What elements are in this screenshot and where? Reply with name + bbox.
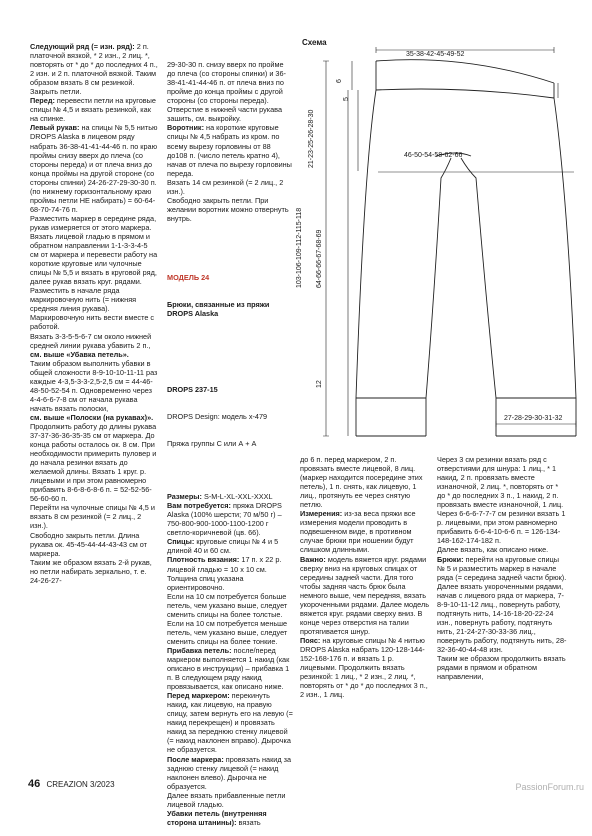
paragraph-text: перевести петли на круговые спицы № 4,5 и вязать резинкой, как на спинке. <box>30 96 159 124</box>
bold-lead: Спицы: <box>167 537 195 547</box>
col2-bottom <box>167 492 293 827</box>
paragraph <box>30 232 158 332</box>
inseam-left <box>426 158 451 436</box>
paragraph <box>167 755 293 791</box>
paragraph-text: Перейти на чулочные спицы № 4,5 и вязать 8 см резинкой (= 2 лиц., 2 изн.). <box>30 503 158 531</box>
paragraph-text: до 6 п. перед маркером, 2 п. провязать вместе лицевой, 8 лиц. (маркер находится посередине этих петель), 1 п. снять, как лицевую, 1 лиц., протянуть ее через снятую петлю. <box>300 455 425 510</box>
yarn-group: Пряжа группы С или А + А <box>167 438 257 448</box>
paragraph-text: Таким образом выполнить убавки в общей сложности 8-9-10-10-11-11 раз каждые 4-3,5-3-3-2,5-2,5 см = 44-46-48-50-52-54 п. Одновременно через 4-4-6-6-7-8 см от начала рукава начать вязать полоски, <box>30 358 160 413</box>
bold-lead: Воротник: <box>167 123 205 133</box>
paragraph <box>167 537 293 555</box>
paragraph-text: Закрыть петли. <box>30 87 82 97</box>
paragraph <box>30 214 158 232</box>
bold-lead: Вам потребуется: <box>167 501 231 511</box>
paragraph <box>167 555 293 573</box>
paragraph <box>167 178 293 196</box>
paragraph <box>30 350 158 359</box>
page-number: 46 <box>28 778 41 790</box>
paragraph <box>167 592 293 646</box>
bold-lead: Плотность вязания: <box>167 555 240 565</box>
bold-lead: см. выше «Убавка петель». <box>30 349 129 359</box>
paragraph <box>437 555 567 655</box>
paragraph <box>30 422 158 503</box>
paragraph <box>167 809 293 827</box>
bold-lead: Перед: <box>30 96 55 106</box>
paragraph <box>30 123 158 213</box>
paragraph <box>300 455 430 509</box>
paragraph <box>167 105 293 123</box>
bold-lead: Измерения: <box>300 509 343 519</box>
paragraph-text: на короткие круговые спицы № 4,5 набрать из кром. по всему вырезу горловины от 88 до108 п. (число петель кратно 4), начав от плеча по вырезу горловины переда. <box>167 123 294 178</box>
paragraph-text: Далее вязать прибавленные петли лицевой гладью. <box>167 790 288 809</box>
text-column-3 <box>300 455 430 699</box>
paragraph-text: Свободно закрыть петли. Длина рукава ок. 45-45-44-44-43-43 см от маркера. <box>30 530 150 558</box>
cuff-length-label: 12 <box>316 380 323 388</box>
waist-left-label: 6 <box>336 79 343 83</box>
text-column-2 <box>167 42 293 836</box>
paragraph <box>437 455 567 509</box>
model-title: Брюки, связанные из пряжи DROPS Alaska <box>167 300 272 319</box>
model-heading <box>167 255 293 336</box>
top-width-label: 35-38-42-45-49-52 <box>406 51 465 58</box>
paragraph-text: Через 3 см резинки вязать ряд с отверстиями для шнура: 1 лиц., * 1 накид, 2 п. провязать вместе изнаночной, 2 лиц. *, повторять от * до * до последних 3 п., 1 накид, 2 п. провязать вместе изнаночной, 1 лиц. <box>437 455 564 510</box>
paragraph <box>30 332 158 350</box>
inseam-right <box>461 158 496 436</box>
schema-title: Схема <box>302 38 327 47</box>
paragraph-text: Продолжить работу до длины рукава 37-37-36-36-35-35 см от маркера. До конца работы осталось ок. 8 см. При необходимости примерить пуловер и до начала резинки вязать до желаемой длины. Вязать 1 круг. р. лицевыми и при этом равномерно прибавить 8-6-8-6-8-6 п. = 52-52-56-56-60-60 п. <box>30 421 159 504</box>
bold-lead: Перед маркером: <box>167 691 230 701</box>
bold-lead: Следующий ряд (= изн. ряд): <box>30 42 135 51</box>
paragraph <box>167 196 293 223</box>
design-code: DROPS 237-15 <box>167 384 218 394</box>
paragraph <box>437 654 567 681</box>
waist-right-label: 5 <box>343 97 350 101</box>
bottom-width-label: 27-28-29-30-31-32 <box>504 415 563 422</box>
magazine-issue: CREAZION 3/2023 <box>46 780 115 789</box>
paragraph <box>437 509 567 545</box>
paragraph-text: перекинуть накид, как лицевую, на правую спицу, затем вернуть его на левую (= накид перекрещен) и провязать накид за переднюю стенку лицевой (= накид наклонен вправо). Дырочка не образуется. <box>167 691 295 755</box>
paragraph-text: Разместить маркер в середине ряда, рукав измеряется от этого маркера. <box>30 213 159 232</box>
rise-length-label: 21-23-25-26-28-30 <box>308 109 315 168</box>
bold-lead: Важно: <box>300 554 326 564</box>
model-number: МОДЕЛЬ 24 <box>167 273 210 283</box>
pants-schema <box>296 38 586 438</box>
model-design <box>167 367 293 467</box>
paragraph-text: вязать <box>236 817 261 827</box>
paragraph <box>167 492 293 501</box>
waistband-line <box>376 89 554 98</box>
paragraph-text: после/перед маркером выполняется 1 накид (как описано в инструкции) – прибавка 1 п. В следующем ряду накид провязывается, как описано ниже. <box>167 645 292 692</box>
text-column-1 <box>30 42 158 585</box>
paragraph-text: Таким же образом вязать 2-й рукав, но петли набирать зеркально, т. е. 24-26-27- <box>30 557 154 585</box>
paragraph <box>437 545 567 554</box>
paragraph <box>167 691 293 754</box>
paragraph-text: Вязать 3-3-5-5-6-7 см около нижней средней линии рукава убавить 2 п., <box>30 331 154 350</box>
waist-top-line <box>376 60 554 83</box>
paragraph <box>300 509 430 554</box>
paragraph <box>30 96 158 123</box>
paragraph-text: 17 п. x 22 р. лицевой гладью = 10 x 10 см. <box>167 555 284 574</box>
design-line: DROPS Design: модель x-479 <box>167 411 268 421</box>
paragraph-text: Толщина спиц указана ориентировочно. <box>167 573 246 592</box>
paragraph-text: 2 п. платочной вязкой, * 2 изн., 2 лиц. *, повторять от * до * до последних 4 п., 2 изн. и 2 п. платочной вязкой. Таким образом вязать 8 см резинкой. <box>30 42 160 88</box>
bold-lead: Брюки: <box>437 554 464 564</box>
hip-width-label: 46-50-54-58-62-66 <box>404 152 463 159</box>
bold-lead: Левый рукав: <box>30 123 80 133</box>
bold-lead: Прибавка петель: <box>167 645 232 655</box>
paragraph-text: Отверстие в нижней части рукава зашить, см. выкройку. <box>167 105 285 124</box>
paragraph <box>300 636 430 699</box>
paragraph-text: Далее вязать, как описано ниже. <box>437 545 549 555</box>
paragraph-text: модель вяжется круг. рядами сверху вниз на круговых спицах от середины задней части. Для того чтобы задняя часть брюк была немного выше, чем передняя, вязать укороченными рядами. Далее модель вяжется круг. рядами сверху вниз. В конце через отверстия на талии протягивается шнур. <box>300 554 432 636</box>
paragraph-text: Свободно закрыть петли. При желании воротник можно отвернуть внутрь. <box>167 195 291 223</box>
bold-lead: Убавки петель (внутренняя сторона штанины): <box>167 808 269 827</box>
bold-lead: см. выше «Полоски (на рукавах)». <box>30 412 154 422</box>
paragraph <box>30 87 158 96</box>
paragraph-text: на круговые спицы № 4 нитью DROPS Alaska набрать 120-128-144-152-168-176 п. и вязать 1 р. лицевыми. Продолжить вязать резинкой: 1 лиц., * 2 изн., 2 лиц. *, повторять от * до * до последних 3 п., 2 изн., 1 лиц. <box>300 635 430 700</box>
leg-length-label: 64-66-66-67-68-69 <box>316 229 323 288</box>
paragraph <box>30 42 158 87</box>
paragraph <box>30 413 158 422</box>
total-length-label: 103-106-109-112-115-118 <box>296 207 303 288</box>
paragraph <box>30 531 158 558</box>
page-footer <box>28 778 115 790</box>
paragraph <box>167 646 293 691</box>
left-side-line <box>356 61 376 436</box>
paragraph <box>30 503 158 530</box>
paragraph-text: провязать накид за заднюю стенку лицевой (= накид наклонен влево). Дырочка не образуется. <box>167 754 294 791</box>
paragraph-text: Таким же образом продолжить вязать рядами в прямом и обратном направлении, <box>437 654 568 682</box>
watermark: PassionForum.ru <box>515 782 584 792</box>
bold-lead: После маркера: <box>167 754 224 764</box>
paragraph <box>167 123 293 177</box>
col2-top <box>167 60 293 223</box>
paragraph-text: Вязать 14 см резинкой (= 2 лиц., 2 изн.). <box>167 177 286 196</box>
paragraph <box>167 501 293 537</box>
bold-lead: Пояс: <box>300 635 321 645</box>
paragraph <box>30 558 158 585</box>
text-column-4 <box>437 455 567 681</box>
paragraph-text: S-M-L-XL-XXL-XXXL <box>201 492 273 502</box>
pants-outline <box>296 38 586 438</box>
paragraph-text: 29-30-30 п. снизу вверх по пройме до плеча (со стороны спинки) и 36-38-41-41-44-46 п. от плеча вниз по пройме до конца проймы с другой стороны (со стороны переда). <box>167 60 286 106</box>
paragraph <box>30 359 158 413</box>
paragraph <box>300 555 430 636</box>
paragraph-text: на спицы № 5,5 нитью DROPS Alaska в лицевом ряду набрать 36-38-41-41-44-46 п. по краю проймы снизу вверх до плеча (со стороны переда) и от плеча вниз до конца проймы на другой стороне (со стороны спинки) 24-26-27-29-30-30 п. (по нижнему горизонтальному краю проймы петли НЕ набирать) = 60-64-68-70-74-76 п. <box>30 123 160 214</box>
paragraph <box>167 60 293 105</box>
paragraph-text: из-за веса пряжи все измерения модели проводить в подвешенном виде, в противном случае брюки при ношении будут слишком длинными. <box>300 509 418 555</box>
bold-lead: Размеры: <box>167 492 202 502</box>
paragraph-text: круговые спицы № 4 и 5 длиной 40 и 60 см. <box>167 537 281 556</box>
paragraph <box>167 574 293 592</box>
paragraph-text: Вязать лицевой гладью в прямом и обратном направлении 1-1-3-3-4-5 см от маркера и перевести работу на короткие круговые или чулочные спицы № 5,5 и вязать в круговой ряд, далее рукав вязать круг. рядами. Разместить в начале ряда маркировочную нить (= нижняя средняя линия рукава). Маркировочную нить вести вместе с работой. <box>30 231 160 332</box>
right-side-line <box>554 83 576 436</box>
paragraph-text: Если на 10 см потребуется больше петель, чем указано выше, следует сменить спицы на более толстые. Если на 10 см потребуется меньше петель, чем указано выше, следует сменить спицы на более тонкие. <box>167 591 290 646</box>
paragraph-text: Через 6-6-6-7-7-7 см резинки вязать 1 р. лицевыми, при этом равномерно прибавить 6-6-4-10-6-6 п. = 126-134-148-162-174-182 п. <box>437 509 568 546</box>
paragraph-text: перейти на круговые спицы № 5 и разместить маркер в начале ряда (= середина задней части брюк). Далее вязать укороченными рядами, начав с лицевого ряда от маркера, 7-8-9-10-11-12 лиц., повернуть работу, подтянуть нить, 14-16-18-20-22-24 изн., повернуть работу, подтянуть нить, 21-24-27-30-33-36 лиц., повернуть работу, подтянуть нить, 28-32-36-40-44-48 изн. <box>437 554 569 654</box>
paragraph-text: пряжа DROPS Alaska (100% шерсти; 70 м/50 г) – 750-800-900-1000-1100-1200 г светло-коричневой (цв. 66). <box>167 501 284 538</box>
